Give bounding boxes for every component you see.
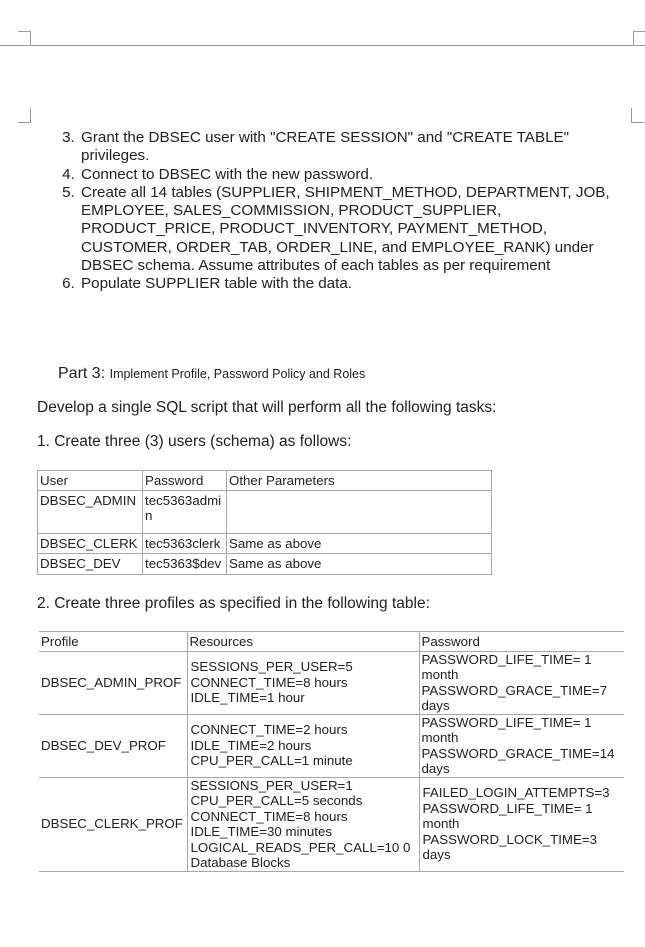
table-row: DBSEC_CLERK tec5363clerk Same as above xyxy=(38,533,492,554)
users-table xyxy=(37,470,492,575)
list-item: 5. Create all 14 tables (SUPPLIER, SHIPMENT_METHOD, DEPARTMENT, JOB, EMPLOYEE, SALES_COMMISSION, PRODUCT_SUPPLIER, PRODUCT_PRICE, PRODUCT_INVENTORY, PAYMENT_METHOD, CUSTOMER, ORDER_TAB, ORDER_LINE, and EMPLOYEE_RANK) under DBSEC schema. Assume attributes of each tables as per requirement xyxy=(79,184,639,275)
table-row: DBSEC_DEV tec5363$dev Same as above xyxy=(38,554,492,575)
list-item: 3. Grant the DBSEC user with "CREATE SESSION" and "CREATE TABLE" privileges. xyxy=(79,129,639,166)
margin-mark-top-right xyxy=(633,31,645,46)
task-1-heading: 1. Create three (3) users (schema) as follows: xyxy=(37,433,352,450)
page-break-line xyxy=(0,45,645,46)
margin-mark-top-left xyxy=(18,31,31,46)
table-row: DBSEC_ADMIN_PROF SESSIONS_PER_USER=5 CONNECT_TIME=8 hours IDLE_TIME=1 hour PASSWORD_LIFE_TIME= 1 month PASSWORD_GRACE_TIME=7 days xyxy=(39,651,624,714)
part-title xyxy=(58,365,365,383)
table-row: DBSEC_CLERK_PROF SESSIONS_PER_USER=1 CPU_PER_CALL=5 seconds CONNECT_TIME=8 hours IDLE_TIME=30 minutes LOGICAL_READS_PER_CALL=10 0 Database Blocks FAILED_LOGIN_ATTEMPTS=3 PASSWORD_LIFE_TIME= 1 month PASSWORD_LOCK_TIME=3 days xyxy=(39,777,624,871)
table-header-row: User Password Other Parameters xyxy=(38,471,492,491)
margin-mark-left xyxy=(18,108,31,123)
task-2-heading: 2. Create three profiles as specified in the following table: xyxy=(37,595,430,612)
part-subtitle: Implement Profile, Password Policy and Roles xyxy=(109,367,366,381)
intro-paragraph: Develop a single SQL script that will perform all the following tasks: xyxy=(37,399,497,416)
margin-mark-right xyxy=(631,108,644,123)
steps-list xyxy=(37,129,639,294)
list-item: 6. Populate SUPPLIER table with the data. xyxy=(79,275,639,293)
part-label: Part 3: xyxy=(58,365,106,382)
table-header-row: Profile Resources Password xyxy=(39,632,624,652)
list-item: 4. Connect to DBSEC with the new password. xyxy=(79,166,639,184)
table-row: DBSEC_DEV_PROF CONNECT_TIME=2 hours IDLE_TIME=2 hours CPU_PER_CALL=1 minute PASSWORD_LIFE_TIME= 1 month PASSWORD_GRACE_TIME=14 days xyxy=(39,714,624,777)
table-row: DBSEC_ADMIN tec5363admin xyxy=(38,490,492,533)
profiles-table xyxy=(39,631,624,872)
